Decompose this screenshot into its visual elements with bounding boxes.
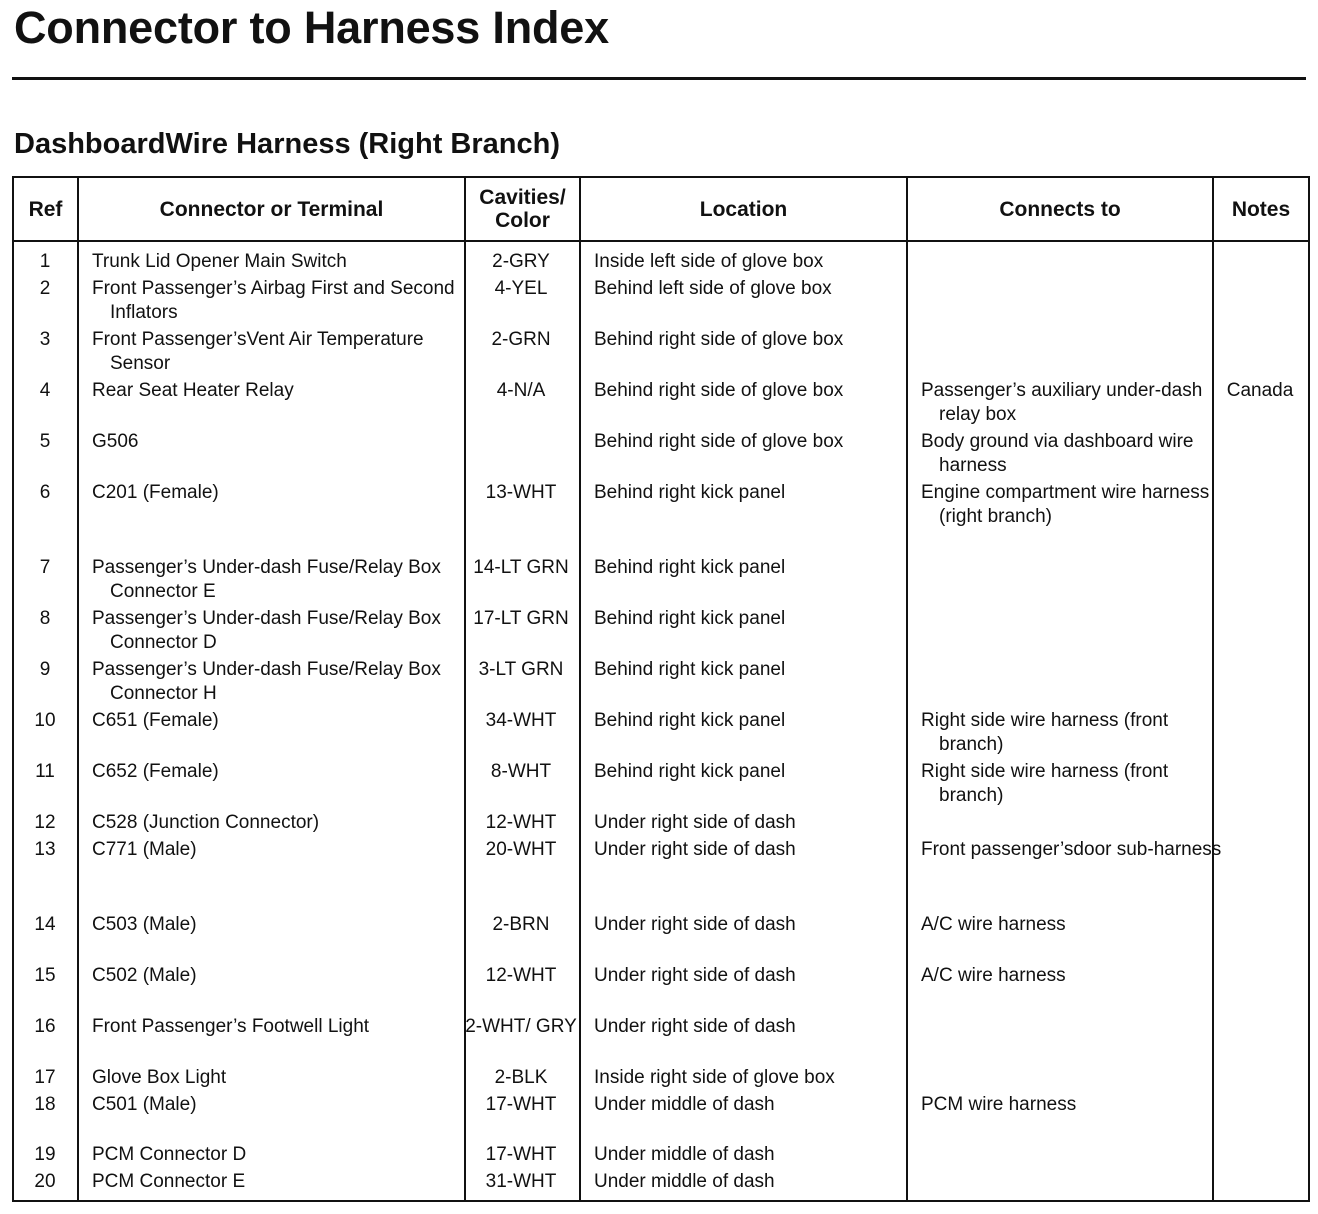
cell-location: Under right side of dash bbox=[594, 1016, 796, 1037]
cell-cavities: 20-WHT bbox=[485, 839, 557, 860]
cell-location: Under middle of dash bbox=[594, 1171, 775, 1192]
cell-connects-to: Right side wire harness (front branch) bbox=[921, 761, 1169, 806]
cell-location: Behind right kick panel bbox=[594, 710, 786, 731]
cell-location: Behind right kick panel bbox=[594, 761, 786, 782]
cell-cavities: 12-WHT bbox=[485, 965, 557, 986]
cell-connector: Passenger’s Under-dash Fuse/Relay Box Connector D bbox=[92, 608, 441, 653]
header-location: Location bbox=[699, 197, 788, 221]
cell-ref: 10 bbox=[34, 710, 56, 731]
cell-connector: C652 (Female) bbox=[92, 761, 219, 782]
cell-location: Under right side of dash bbox=[594, 965, 796, 986]
cell-cavities: 2-GRN bbox=[491, 329, 551, 350]
cell-location: Behind right side of glove box bbox=[594, 431, 844, 452]
cell-location: Under right side of dash bbox=[594, 812, 796, 833]
cell-ref: 19 bbox=[34, 1144, 56, 1165]
cell-location: Under right side of dash bbox=[594, 839, 796, 860]
cell-location: Behind right side of glove box bbox=[594, 329, 844, 350]
cell-ref: 14 bbox=[34, 914, 56, 935]
cell-ref: 7 bbox=[39, 557, 51, 578]
header-cavities: Cavities/ Color bbox=[479, 186, 566, 232]
cell-location: Under middle of dash bbox=[594, 1144, 775, 1165]
cell-cavities: 2-WHT/ GRY bbox=[465, 1016, 577, 1037]
cell-cavities: 3-LT GRN bbox=[478, 659, 564, 680]
cell-location: Behind right side of glove box bbox=[594, 380, 844, 401]
cell-ref: 16 bbox=[34, 1016, 56, 1037]
header-divider bbox=[14, 240, 1308, 242]
cell-ref: 17 bbox=[34, 1067, 56, 1088]
cell-connector: C501 (Male) bbox=[92, 1094, 197, 1115]
cell-cavities: 2-GRY bbox=[492, 251, 550, 272]
cell-ref: 2 bbox=[39, 278, 51, 299]
cell-connector: G506 bbox=[92, 431, 139, 452]
cell-cavities: 31-WHT bbox=[485, 1171, 557, 1192]
cell-connector: C771 (Male) bbox=[92, 839, 197, 860]
cell-cavities: 8-WHT bbox=[490, 761, 552, 782]
cell-cavities: 13-WHT bbox=[485, 482, 557, 503]
cell-connects-to: PCM wire harness bbox=[921, 1094, 1077, 1115]
column-divider bbox=[77, 178, 79, 1200]
cell-connector: Glove Box Light bbox=[92, 1067, 227, 1088]
cell-connector: Front Passenger’sVent Air Temperature Sensor bbox=[92, 329, 424, 374]
cell-ref: 3 bbox=[39, 329, 51, 350]
cell-connector: Rear Seat Heater Relay bbox=[92, 380, 294, 401]
cell-connector: Passenger’s Under-dash Fuse/Relay Box Connector H bbox=[92, 659, 441, 704]
cell-cavities: 2-BLK bbox=[494, 1067, 548, 1088]
page-title: Connector to Harness Index bbox=[14, 2, 609, 53]
cell-ref: 4 bbox=[39, 380, 51, 401]
cell-location: Inside right side of glove box bbox=[594, 1067, 835, 1088]
cell-ref: 8 bbox=[39, 608, 51, 629]
cell-location: Inside left side of glove box bbox=[594, 251, 824, 272]
cell-ref: 1 bbox=[39, 251, 51, 272]
header-notes: Notes bbox=[1231, 197, 1291, 221]
cell-ref: 12 bbox=[34, 812, 56, 833]
harness-table bbox=[12, 176, 1310, 1202]
cell-location: Behind right kick panel bbox=[594, 482, 786, 503]
cell-ref: 15 bbox=[34, 965, 56, 986]
cell-connector: Front Passenger’s Footwell Light bbox=[92, 1016, 370, 1037]
cell-notes: Canada bbox=[1226, 380, 1294, 401]
cell-location: Behind right kick panel bbox=[594, 608, 786, 629]
cell-location: Under right side of dash bbox=[594, 914, 796, 935]
cell-connector: C201 (Female) bbox=[92, 482, 219, 503]
cell-ref: 9 bbox=[39, 659, 51, 680]
cell-ref: 13 bbox=[34, 839, 56, 860]
cell-connector: C651 (Female) bbox=[92, 710, 219, 731]
cell-connector: Passenger’s Under-dash Fuse/Relay Box Connector E bbox=[92, 557, 441, 602]
title-divider bbox=[12, 77, 1306, 80]
cell-connects-to: Engine compartment wire harness (right branch) bbox=[921, 482, 1210, 527]
column-divider bbox=[579, 178, 581, 1200]
cell-cavities: 17-LT GRN bbox=[473, 608, 569, 629]
cell-connector: Trunk Lid Opener Main Switch bbox=[92, 251, 347, 272]
cell-ref: 5 bbox=[39, 431, 51, 452]
header-connector: Connector or Terminal bbox=[159, 197, 384, 221]
cell-connector: C503 (Male) bbox=[92, 914, 197, 935]
header-connects-to: Connects to bbox=[999, 197, 1121, 221]
cell-connects-to: A/C wire harness bbox=[921, 965, 1066, 986]
cell-cavities: 4-N/A bbox=[496, 380, 546, 401]
cell-connects-to: Passenger’s auxiliary under-dash relay box bbox=[921, 380, 1203, 425]
cell-connector: PCM Connector D bbox=[92, 1144, 247, 1165]
cell-cavities: 17-WHT bbox=[485, 1094, 557, 1115]
cell-cavities: 2-BRN bbox=[492, 914, 550, 935]
cell-connector: PCM Connector E bbox=[92, 1171, 246, 1192]
cell-location: Behind right kick panel bbox=[594, 659, 786, 680]
cell-ref: 11 bbox=[35, 761, 55, 782]
cell-cavities: 17-WHT bbox=[485, 1144, 557, 1165]
cell-cavities: 14-LT GRN bbox=[473, 557, 569, 578]
cell-connects-to: Right side wire harness (front branch) bbox=[921, 710, 1169, 755]
cell-connects-to: Front passenger’sdoor sub-harness bbox=[921, 839, 1222, 860]
cell-ref: 18 bbox=[34, 1094, 56, 1115]
cell-ref: 6 bbox=[39, 482, 51, 503]
cell-ref: 20 bbox=[34, 1171, 56, 1192]
cell-connects-to: A/C wire harness bbox=[921, 914, 1066, 935]
header-ref: Ref bbox=[28, 197, 63, 221]
cell-cavities: 12-WHT bbox=[485, 812, 557, 833]
cell-connects-to: Body ground via dashboard wire harness bbox=[921, 431, 1194, 476]
section-title: DashboardWire Harness (Right Branch) bbox=[14, 128, 561, 160]
cell-connector: C528 (Junction Connector) bbox=[92, 812, 320, 833]
cell-cavities: 4-YEL bbox=[494, 278, 548, 299]
cell-connector: Front Passenger’s Airbag First and Second Inflators bbox=[92, 278, 455, 323]
column-divider bbox=[1212, 178, 1214, 1200]
cell-location: Behind left side of glove box bbox=[594, 278, 832, 299]
cell-location: Under middle of dash bbox=[594, 1094, 775, 1115]
cell-cavities: 34-WHT bbox=[485, 710, 557, 731]
cell-location: Behind right kick panel bbox=[594, 557, 786, 578]
cell-connector: C502 (Male) bbox=[92, 965, 197, 986]
